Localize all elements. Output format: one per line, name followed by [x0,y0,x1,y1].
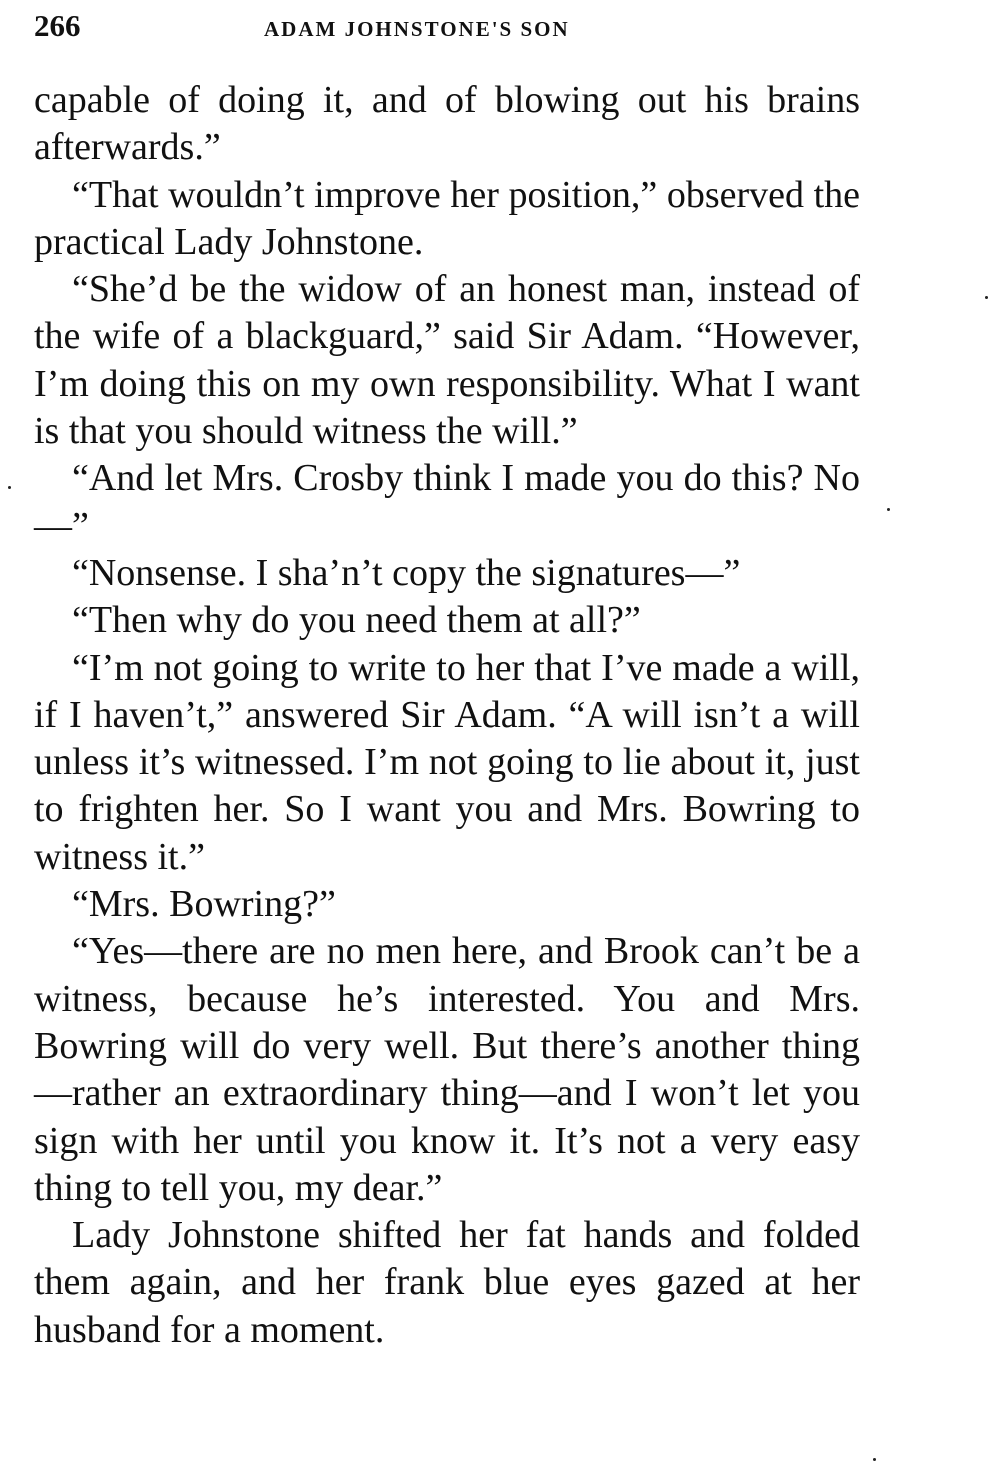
paragraph-9: “Yes—there are no men here, and Brook can’t be a witness, because he’s interested. You and Mrs. Bowring will do very well. But there’s another thing—rather an extraordinary thing—and I won’t let you sign with her until you know it. It’s not a very easy thing to tell you, my dear.” [34,930,860,1209]
print-speck [8,486,11,489]
paragraph-8: “Mrs. Bowring?” [72,883,336,926]
page-header [34,8,860,48]
paragraph-6: “Then why do you need them at all?” [72,599,641,642]
paragraph-7: “I’m not going to write to her that I’ve made a will, if I haven’t,” answered Sir Adam. “A will isn’t a will unless it’s witnessed. I’m not going to lie about it, just to frighten her. So I want you and Mrs. Bowring to witness it.” [34,646,860,878]
print-speck [873,1458,876,1461]
running-head: ADAM JOHNSTONE'S SON [264,17,570,41]
paragraph-2: “That wouldn’t improve her position,” observed the practical Lady Johnstone. [34,173,860,263]
print-speck [985,296,988,299]
paragraph-4: “And let Mrs. Crosby think I made you do this? No—” [34,457,860,547]
print-speck [887,508,890,511]
paragraph-5: “Nonsense. I sha’n’t copy the signatures—” [72,551,741,594]
paragraph-1: capable of doing it, and of blowing out his brains afterwards.” [34,79,860,169]
body-text [34,77,860,1354]
paragraph-10: Lady Johnstone shifted her fat hands and folded them again, and her frank blue eyes gazed at her husband for a moment. [34,1214,860,1351]
paragraph-3: “She’d be the widow of an honest man, instead of the wife of a blackguard,” said Sir Adam. “However, I’m doing this on my own responsibility. What I want is that you should witness the will.” [34,268,860,453]
page-number: 266 [34,8,81,43]
